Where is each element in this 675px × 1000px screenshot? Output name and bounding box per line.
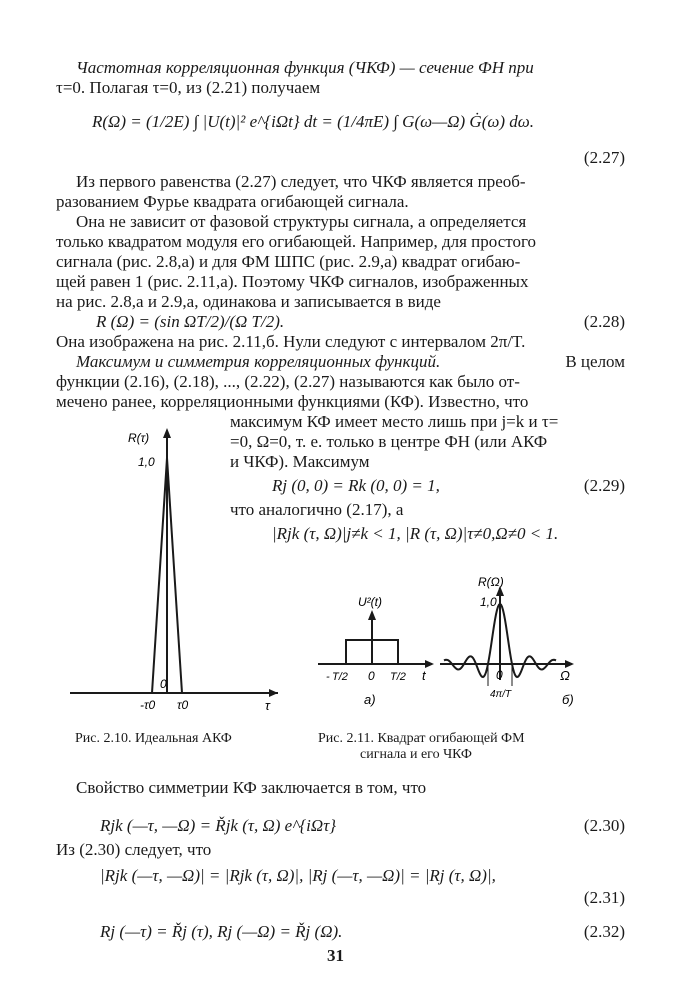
line-17: что аналогично (2.17), а bbox=[230, 500, 404, 519]
line-2: τ=0. Полагая τ=0, из (2.21) получаем bbox=[56, 78, 321, 97]
equation-number-2-32: (2.32) bbox=[583, 922, 625, 941]
fig211a-neg: T/2 bbox=[332, 671, 348, 683]
fig211b-x-arrow bbox=[565, 660, 574, 668]
equation-2-27: R(Ω) = (1/2E) ∫ |U(t)|² e^{iΩt} dt = (1/4πE) ∫ G(ω—Ω) Ġ(ω) dω. bbox=[92, 112, 535, 131]
fig210-zero: 0 bbox=[160, 677, 167, 691]
line-18: Свойство симметрии КФ заключается в том, что bbox=[76, 778, 427, 797]
fig211a-tag: а) bbox=[364, 692, 376, 707]
figure-2-10-caption: Рис. 2.10. Идеальная АКФ bbox=[75, 731, 232, 746]
fig211b-zero: 0 bbox=[496, 668, 503, 682]
equation-number-2-29: (2.29) bbox=[583, 476, 625, 495]
line-14: максимум КФ имеет место лишь при j=k и τ= bbox=[230, 412, 559, 431]
line-5: Она не зависит от фазовой структуры сигнала, а определяется bbox=[76, 212, 527, 231]
equation-2-30: Rjk (—τ, —Ω) = Řjk (τ, Ω) e^{iΩτ} bbox=[100, 816, 337, 835]
line-7: сигнала (рис. 2.8,а) и для ФМ ШПС (рис. 2.9,а) квадрат огибаю- bbox=[56, 252, 521, 271]
page-number: 31 bbox=[327, 946, 344, 965]
fig210-x-label: τ bbox=[265, 698, 270, 713]
fig211a-x-arrow bbox=[425, 660, 434, 668]
equation-number-2-28: (2.28) bbox=[583, 312, 625, 331]
equation-number-2-27: (2.27) bbox=[583, 148, 625, 167]
fig211a-pos: T/2 bbox=[390, 671, 406, 683]
equation-2-32: Rj (—τ) = Řj (τ), Rj (—Ω) = Řj (Ω). bbox=[100, 922, 343, 941]
line-6: только квадратом модуля его огибающей. Например, для простого bbox=[56, 232, 537, 251]
line-1: Частотная корреляционная функция (ЧКФ) — сечение ФН при bbox=[76, 58, 534, 77]
figure-2-11-caption-2: сигнала и его ЧКФ bbox=[360, 747, 472, 762]
fig211a-zero: 0 bbox=[368, 669, 375, 683]
equation-number-2-30: (2.30) bbox=[583, 816, 625, 835]
line-10: Она изображена на рис. 2.11,б. Нули следуют с интервалом 2π/T. bbox=[56, 332, 526, 351]
svg-text:-: - bbox=[326, 671, 330, 683]
line-16: и ЧКФ). Максимум bbox=[230, 452, 370, 471]
line-12: функции (2.16), (2.18), ..., (2.22), (2.27) называются как было от- bbox=[56, 372, 520, 391]
equation-2-29: Rj (0, 0) = Rk (0, 0) = 1, bbox=[272, 476, 440, 495]
fig211b-tag: б) bbox=[562, 692, 574, 707]
equation-2-31: |Rjk (—τ, —Ω)| = |Rjk (τ, Ω)|, |Rj (—τ, —Ω)| = |Rj (τ, Ω)|, bbox=[100, 866, 496, 885]
fig210-y-label: R(τ) bbox=[128, 431, 150, 445]
line-8: щей равен 1 (рис. 2.11,а). Поэтому ЧКФ сигналов, изображенных bbox=[56, 272, 529, 291]
fig210-neg-tick: -τ0 bbox=[140, 698, 156, 712]
figure-2-11-caption-1: Рис. 2.11. Квадрат огибающей ФМ bbox=[318, 731, 525, 746]
line-15: =0, Ω=0, т. е. только в центре ФН (или АКФ bbox=[230, 432, 548, 451]
equation-number-2-31: (2.31) bbox=[583, 888, 625, 907]
fig211a-y-label: U²(t) bbox=[358, 595, 382, 609]
line-19: Из (2.30) следует, что bbox=[56, 840, 212, 859]
figure-2-11 bbox=[310, 572, 640, 722]
fig211a-y-arrow bbox=[368, 610, 376, 620]
figure-2-10 bbox=[60, 420, 285, 720]
fig211b-y-label: R(Ω) bbox=[478, 575, 504, 589]
line-4: разованием Фурье квадрата огибающей сигнала. bbox=[56, 192, 409, 211]
line-3: Из первого равенства (2.27) следует, что ЧКФ является преоб- bbox=[76, 172, 526, 191]
fig211b-peak: 1,0 bbox=[480, 595, 497, 609]
fig210-x-arrow bbox=[269, 689, 278, 697]
fig211b-x: Ω bbox=[560, 668, 570, 683]
fig210-peak-label: 1,0 bbox=[138, 455, 155, 469]
equation-2-28: R (Ω) = (sin ΩT/2)/(Ω T/2). bbox=[96, 312, 285, 331]
line-13: мечено ранее, корреляционными функциями (КФ). Известно, что bbox=[56, 392, 529, 411]
fig210-pos-tick: τ0 bbox=[177, 698, 189, 712]
fig211a-x: t bbox=[422, 668, 426, 683]
fig211b-width: 4π/T bbox=[490, 689, 512, 700]
inequality: |Rjk (τ, Ω)|j≠k < 1, |R (τ, Ω)|τ≠0,Ω≠0 < 1. bbox=[272, 524, 559, 543]
line-9: на рис. 2.8,а и 2.9,а, одинакова и записывается в виде bbox=[56, 292, 441, 311]
line-11-tail: В целом bbox=[565, 352, 625, 371]
section-heading: Максимум и симметрия корреляционных функций. bbox=[76, 352, 441, 371]
fig210-y-arrow bbox=[163, 428, 171, 438]
